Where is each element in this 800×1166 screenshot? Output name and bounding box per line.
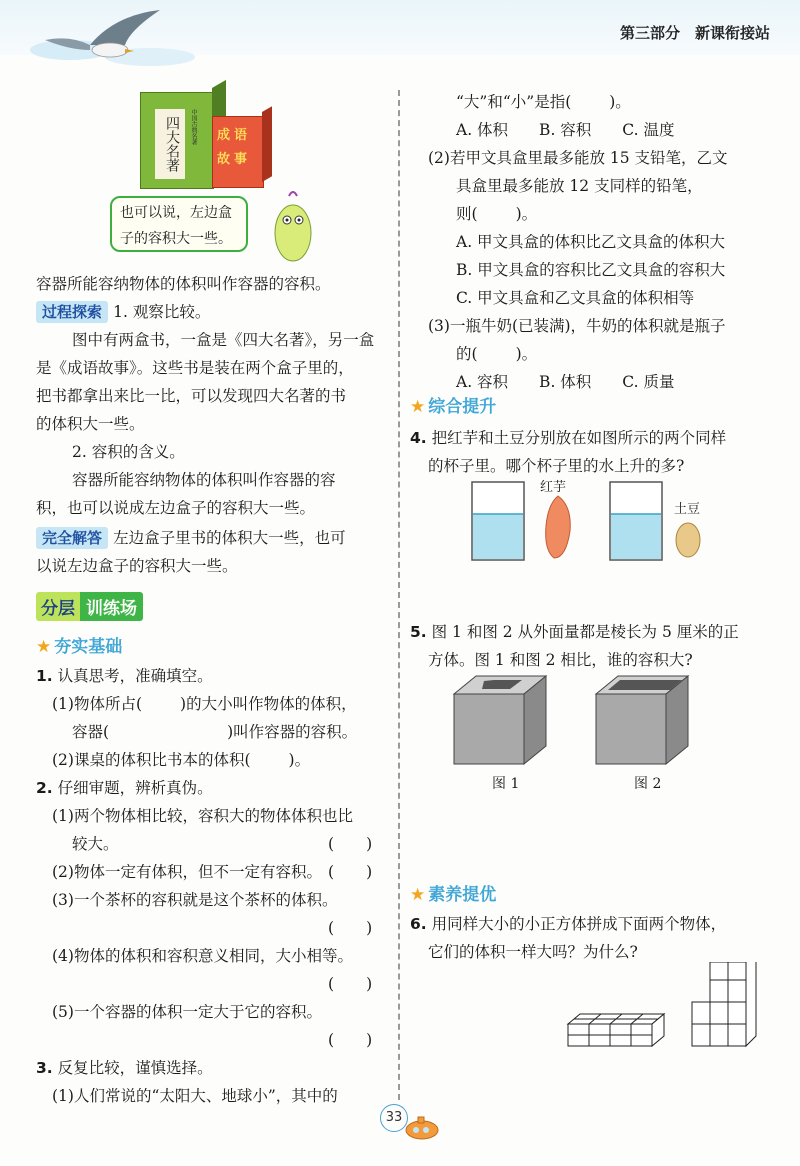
- q3-1-options: A. 体积 B. 容积 C. 温度: [456, 121, 675, 139]
- figure2-label: 图 2: [634, 776, 662, 792]
- q1-2: (2)课桌的体积比书本的体积( )。: [52, 751, 311, 769]
- q1-1-cont: 容器( )叫作容器的容积。: [72, 723, 358, 741]
- q3-3a: (3)一瓶牛奶(已装满)，牛奶的体积就是瓶子: [428, 317, 726, 335]
- speech-bubble: 也可以说，左边盒子的容积大一些。: [110, 196, 248, 252]
- q2-3: (3)一个茶杯的容积就是这个茶杯的体积。: [52, 891, 338, 909]
- q2-1-paren[interactable]: ( ): [328, 835, 373, 853]
- answer-l1: 左边盒子里书的体积大一些，也可: [113, 529, 346, 547]
- q2-2: (2)物体一定有体积，但不一定有容积。: [52, 863, 322, 881]
- q2-2-paren[interactable]: ( ): [328, 863, 373, 881]
- book-box-sidaminzhu: [140, 92, 214, 189]
- cube-stacks-illustration: [560, 962, 760, 1050]
- q3: 3. 反复比较，谨慎选择。: [36, 1059, 213, 1077]
- q3-2-optC: C. 甲文具盒和乙文具盒的体积相等: [456, 289, 695, 307]
- answer-tag: 完全解答: [36, 527, 108, 549]
- label-hongyu: 红芋: [540, 480, 567, 495]
- q2-1b: 较大。: [72, 835, 119, 853]
- section-logo-b: 训练场: [80, 592, 143, 621]
- answer-row: [36, 524, 346, 552]
- q4-l1: 4. 把红芋和土豆分别放在如图所示的两个同样: [410, 429, 727, 447]
- q3-2c: 则( )。: [456, 205, 538, 223]
- figure1-cube: [454, 676, 546, 764]
- q3-2-optA: A. 甲文具盒的体积比乙文具盒的体积大: [456, 233, 726, 251]
- basic-title: ★ 夯实基础: [36, 637, 123, 657]
- q3-2-optB: B. 甲文具盒的容积比乙文具盒的容积大: [456, 261, 726, 279]
- q2-4: (4)物体的体积和容积意义相同，大小相等。: [52, 947, 353, 965]
- header-title: 第三部分 新课衔接站: [619, 24, 770, 42]
- explore-row: [36, 298, 210, 326]
- advance-title: ★ 综合提升: [410, 397, 497, 417]
- page-number: 33: [380, 1104, 408, 1132]
- explore-p2-l2: 积，也可以说成左边盒子的容积大一些。: [36, 499, 316, 517]
- q3-3-options: A. 容积 B. 体积 C. 质量: [456, 373, 675, 391]
- q1-1: (1)物体所占( )的大小叫作物体的体积，: [52, 695, 357, 713]
- figure1-label: 图 1: [492, 776, 520, 792]
- explore-p1-l2: 是《成语故事》。这些书是装在两个盒子里的，: [36, 359, 354, 377]
- q6-l1: 6. 用同样大小的小正方体拼成下面两个物体，: [410, 915, 727, 933]
- definition-text: 容器所能容纳物体的体积叫作容器的容积。: [36, 275, 331, 293]
- q2-5-paren[interactable]: ( ): [328, 1031, 373, 1049]
- explore-tag: 过程探索: [36, 301, 108, 323]
- hollow-cubes-illustration: [450, 672, 740, 772]
- q3-2b: 具盒里最多能放 12 支同样的铅笔，: [456, 177, 703, 195]
- explore-p2-l1: 容器所能容纳物体的体积叫作容器的容: [72, 471, 336, 489]
- book1-small: 中国古典名著: [190, 109, 197, 145]
- explore-p1-l4: 的体积大一些。: [36, 415, 145, 433]
- explore-step1: 1. 观察比较。: [113, 303, 211, 321]
- label-tudou: 土豆: [674, 502, 701, 517]
- explore-step2: 2. 容积的含义。: [72, 443, 185, 461]
- q5-l2: 方体。图 1 和图 2 相比，谁的容积大?: [428, 651, 693, 669]
- cartoon-mascot: [265, 188, 325, 268]
- star-icon: ★: [36, 637, 52, 657]
- q2-4-paren[interactable]: ( ): [328, 975, 373, 993]
- q2-3-paren[interactable]: ( ): [328, 919, 373, 937]
- explore-p1-l1: 图中有两盒书，一盒是《四大名著》，另一盒: [72, 331, 375, 349]
- q3-3b: 的( )。: [456, 345, 538, 363]
- q3-1a: (1)人们常说的“太阳大、地球小”，其中的: [52, 1087, 338, 1105]
- q2: 2. 仔细审题，辨析真伪。: [36, 779, 213, 797]
- book-box-chengyu: [212, 116, 264, 188]
- q4-l2: 的杯子里。哪个杯子里的水上升的多?: [428, 457, 685, 475]
- star-icon: ★: [410, 397, 426, 417]
- q2-5: (5)一个容器的体积一定大于它的容积。: [52, 1003, 322, 1021]
- figure2-cube: [596, 676, 688, 764]
- q2-1a: (1)两个物体相比较，容积大的物体体积也比: [52, 807, 353, 825]
- book2-side: [262, 106, 272, 182]
- section-logo: [36, 592, 143, 620]
- q1: 1. 认真思考，准确填空。: [36, 667, 213, 685]
- quality-title: ★ 素养提优: [410, 885, 497, 905]
- answer-l2: 以说左边盒子的容积大一些。: [36, 557, 238, 575]
- q3-1b: “大”和“小”是指( )。: [456, 93, 631, 111]
- seagull-illustration: [30, 5, 200, 80]
- book1-title: 四大名著: [155, 109, 185, 179]
- q6-l2: 它们的体积一样大吗？为什么?: [428, 943, 638, 961]
- column-divider: [398, 90, 400, 1100]
- star-icon: ★: [410, 885, 426, 905]
- book2-title-b: 故事: [217, 152, 252, 167]
- explore-p1-l3: 把书都拿出来比一比，可以发现四大名著的书: [36, 387, 347, 405]
- book2-title-a: 成语: [217, 128, 252, 143]
- submarine-icon: [400, 1112, 450, 1142]
- section-logo-a: 分层: [36, 592, 80, 621]
- q3-2a: (2)若甲文具盒里最多能放 15 支铅笔，乙文: [428, 149, 728, 167]
- q5-l1: 5. 图 1 和图 2 从外面量都是棱长为 5 厘米的正: [410, 623, 739, 641]
